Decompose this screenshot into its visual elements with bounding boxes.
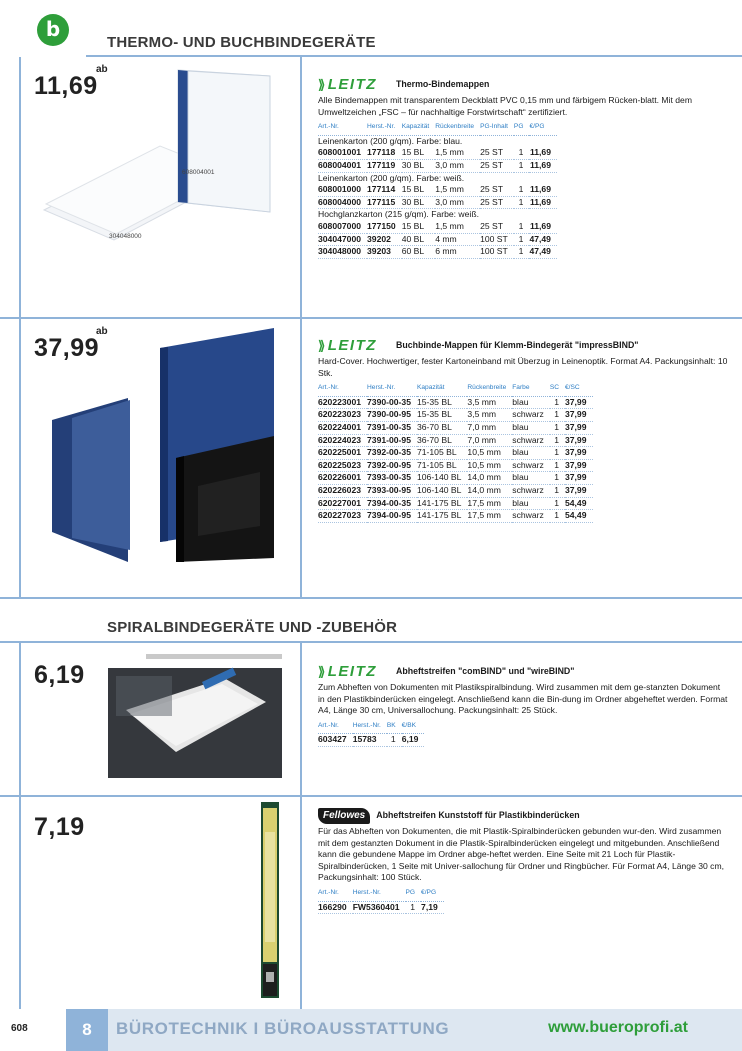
table-cell: 7,0 mm [467,434,512,447]
product-thermo-bindemappen [318,77,728,259]
table-row [318,196,557,209]
table-cell: 37,99 [565,472,593,485]
table-cell: 37,99 [565,396,593,409]
table-cell: 7,19 [421,901,444,914]
table-cell: 7390-00-35 [367,396,417,409]
image-label: 304048000 [109,233,142,240]
table-cell: 608004001 [318,159,367,172]
col-header: PG [514,121,530,135]
group-row [318,172,557,184]
table-row [318,221,557,233]
section-title-spiral: SPIRALBINDEGERÄTE UND -ZUBEHÖR [107,619,398,636]
table-cell: 7393-00-35 [367,472,417,485]
col-header: PG [406,887,422,901]
left-border [19,641,21,1009]
table-row [318,901,444,914]
product-buchbinde-mappen [318,338,728,523]
table-cell: 17,5 mm [467,510,512,523]
col-header: €/BK [402,720,425,734]
table-cell: schwarz [512,510,550,523]
table-cell: 620226023 [318,484,367,497]
table-cell: 100 ST [480,246,514,259]
chapter-title: BÜROTECHNIK I BÜROAUSSTATTUNG [116,1019,450,1038]
table-cell: 7390-00-95 [367,409,417,422]
leitz-logo-icon: ⟫ LEITZ [318,337,377,355]
table-cell: 47,49 [529,233,557,246]
thermo-binder-image [38,62,288,252]
price: 11,69 [34,72,98,100]
table-cell: 54,49 [565,497,593,510]
table-row [318,409,593,422]
group-row [318,135,557,147]
table-cell: 106-140 BL [417,472,467,485]
table-row [318,459,593,472]
page-number: 608 [11,1023,28,1034]
table-cell: 11,69 [529,159,557,172]
product-table [318,121,557,259]
table-cell: 1 [514,196,530,209]
table-row [318,147,557,159]
table-cell: 1 [406,901,422,914]
section-rule [0,641,742,643]
table-cell: 47,49 [529,246,557,259]
product-description: Zum Abheften von Dokumenten mit Plastikspiralbindung. Wird zusammen mit dem ge-stanzten Dokument in den Plastikbinderücken eingelegt. Anschließend kann die Bin-dung im Ordner abgeheftet werden. Format A4, Länge 30 cm, Universallochung. Packungsinhalt: 25 Stück. [318,682,728,716]
table-row [318,497,593,510]
table-cell: 37,99 [565,434,593,447]
col-header: Herst.-Nr. [367,382,417,396]
table-cell: 1 [550,447,565,460]
image-label: 608004001 [182,169,215,176]
table-cell: 11,69 [529,147,557,159]
product-table [318,887,444,914]
table-cell: blau [512,421,550,434]
table-row [318,396,593,409]
table-cell: 11,69 [529,221,557,233]
table-row [318,447,593,460]
table-cell: FW5360401 [353,901,406,914]
table-cell: 6,19 [402,734,425,747]
col-header: €/PG [529,121,557,135]
table-cell: 3,0 mm [435,196,480,209]
col-header: Farbe [512,382,550,396]
table-cell: 7394-00-35 [367,497,417,510]
table-cell: 15 BL [402,184,436,196]
col-header: BK [387,720,402,734]
table-row [318,472,593,485]
price-prefix: ab [96,326,108,337]
left-border [19,57,21,599]
table-cell: 7391-00-95 [367,434,417,447]
table-cell: 106-140 BL [417,484,467,497]
table-row [318,434,593,447]
table-cell: 1 [514,159,530,172]
product-name: Thermo-Bindemappen [396,79,490,90]
table-cell: 1 [514,184,530,196]
table-cell: 6 mm [435,246,480,259]
table-cell: 3,5 mm [467,409,512,422]
table-cell: 1 [387,734,402,747]
table-cell: 620226001 [318,472,367,485]
table-cell: 37,99 [565,409,593,422]
table-cell: 3,5 mm [467,396,512,409]
table-cell: 39202 [367,233,402,246]
table-cell: 177150 [367,221,402,233]
table-cell: 166290 [318,901,353,914]
table-cell: 15 BL [402,221,436,233]
table-cell: 1 [514,221,530,233]
col-header: €/PG [421,887,444,901]
table-cell: 60 BL [402,246,436,259]
price: 6,19 [34,661,85,689]
row-divider [0,597,742,599]
col-header: Rückenbreite [435,121,480,135]
table-cell: 1 [550,510,565,523]
table-cell: 1 [550,459,565,472]
table-cell: 36-70 BL [417,421,467,434]
table-cell: 1 [550,396,565,409]
table-row [318,484,593,497]
table-row [318,159,557,172]
table-cell: 40 BL [402,233,436,246]
table-cell: 141-175 BL [417,497,467,510]
table-row [318,421,593,434]
chapter-number: 8 [66,1009,108,1051]
table-cell: 7,0 mm [467,421,512,434]
table-cell: 3,0 mm [435,159,480,172]
table-cell: schwarz [512,409,550,422]
table-cell: 7391-00-35 [367,421,417,434]
table-cell: 620223023 [318,409,367,422]
table-cell: 620224001 [318,421,367,434]
column-divider [300,641,302,1009]
table-cell: 11,69 [529,196,557,209]
col-header: Art.-Nr. [318,720,353,734]
price: 7,19 [34,813,85,841]
table-cell: 608004000 [318,196,367,209]
table-row [318,184,557,196]
table-cell: 141-175 BL [417,510,467,523]
col-header: Herst.-Nr. [353,720,387,734]
row-divider [0,317,742,319]
table-cell: 1 [550,409,565,422]
table-cell: 30 BL [402,159,436,172]
product-table [318,382,593,523]
table-cell: blau [512,396,550,409]
table-cell: 100 ST [480,233,514,246]
table-cell: 14,0 mm [467,484,512,497]
table-cell: 25 ST [480,147,514,159]
table-cell: 25 ST [480,196,514,209]
table-cell: schwarz [512,484,550,497]
table-cell: 177115 [367,196,402,209]
product-table [318,720,424,747]
product-name: Abheftstreifen "comBIND" und "wireBIND" [396,666,575,677]
row-divider [0,795,742,797]
table-cell: 37,99 [565,447,593,460]
table-cell: 620225023 [318,459,367,472]
table-cell: 17,5 mm [467,497,512,510]
table-cell: 1 [550,434,565,447]
table-cell: 1 [514,147,530,159]
col-header: Art.-Nr. [318,121,367,135]
col-header: Kapazität [417,382,467,396]
table-cell: 54,49 [565,510,593,523]
table-cell: 10,5 mm [467,459,512,472]
price: 37,99 [34,334,100,362]
table-cell: blau [512,447,550,460]
table-cell: 7394-00-95 [367,510,417,523]
table-cell: 36-70 BL [417,434,467,447]
table-cell: 15-35 BL [417,396,467,409]
table-row [318,510,593,523]
group-label: Leinenkarton (200 g/qm). Farbe: blau. [318,135,463,146]
product-name: Buchbinde-Mappen für Klemm-Bindegerät "impressBIND" [396,340,639,351]
table-cell: 620227023 [318,510,367,523]
product-description: Hard-Cover. Hochwertiger, fester Kartoneinband mit Überzug in Leinenoptik. Format A4. Packungsinhalt: 10 Stk. [318,356,728,378]
col-header: Art.-Nr. [318,887,353,901]
col-header: €/SC [565,382,593,396]
header-rule [86,55,742,57]
table-cell: schwarz [512,434,550,447]
product-abheftstreifen-combind [318,664,728,747]
table-cell: 304047000 [318,233,367,246]
table-row [318,233,557,246]
table-cell: schwarz [512,459,550,472]
product-name: Abheftstreifen Kunststoff für Plastikbinderücken [376,810,580,821]
table-cell: 1,5 mm [435,221,480,233]
leitz-logo-icon: ⟫ LEITZ [318,663,377,681]
table-cell: 39203 [367,246,402,259]
col-header: SC [550,382,565,396]
table-cell: 25 ST [480,159,514,172]
table-cell: 620223001 [318,396,367,409]
table-cell: 71-105 BL [417,459,467,472]
product-description: Alle Bindemappen mit transparentem Deckblatt PVC 0,15 mm und färbigem Rücken-blatt. Mit dem Umweltzeichen „FSC – für nachhaltige Forstwirtschaft“ zertifiziert. [318,95,692,117]
table-cell: 15-35 BL [417,409,467,422]
col-header: Rückenbreite [467,382,512,396]
leitz-logo-icon: ⟫ LEITZ [318,76,377,94]
section-title-thermo: THERMO- UND BUCHBINDEGERÄTE [107,34,376,51]
table-cell: 11,69 [529,184,557,196]
table-cell: 30 BL [402,196,436,209]
group-row [318,209,557,221]
table-cell: 1 [550,484,565,497]
table-cell: 1 [550,497,565,510]
table-cell: 7392-00-95 [367,459,417,472]
buchbinde-mappen-image [48,326,280,566]
col-header: PG-Inhalt [480,121,514,135]
table-cell: 620227001 [318,497,367,510]
table-cell: 603427 [318,734,353,747]
table-cell: blau [512,472,550,485]
table-cell: 37,99 [565,421,593,434]
table-cell: 1 [514,246,530,259]
abheftstreifen-combind-image [106,652,284,780]
abheftstreifen-fellowes-image [259,802,281,998]
table-cell: 177118 [367,147,402,159]
product-description: Für das Abheften von Dokumenten, die mit Plastik-Spiralbinderücken gebunden wur-den. Wird zusammen mit dem gestanzten Dokument in die Plastik-Spiralbinderücken eingelegt und mitgebunden. Anschließend kann die gebundene Mappe im Ordner abge-heftet werden. Eine Seite mit 21 Loch für Plastik-Spiralbinderücken, 1 Seite mit Univer-sallochung für Ordner und Ringbücher. Für Format A4, Länge 30 cm, Packungsinhalt: 100 Stück. [318,826,725,883]
column-divider [300,57,302,599]
table-cell: 608007000 [318,221,367,233]
table-cell: 37,99 [565,459,593,472]
group-label: Leinenkarton (200 g/qm). Farbe: weiß. [318,172,465,183]
table-row [318,734,424,747]
table-cell: 1,5 mm [435,147,480,159]
table-cell: 15783 [353,734,387,747]
table-cell: 7392-00-35 [367,447,417,460]
table-cell: 7393-00-95 [367,484,417,497]
table-cell: 14,0 mm [467,472,512,485]
table-cell: 15 BL [402,147,436,159]
brand-logo: b [37,14,69,46]
col-header: Art.-Nr. [318,382,367,396]
table-cell: 1 [550,472,565,485]
table-cell: 1 [550,421,565,434]
table-cell: 4 mm [435,233,480,246]
product-abheftstreifen-fellowes [318,808,728,914]
col-header: Herst.-Nr. [353,887,406,901]
table-cell: 608001000 [318,184,367,196]
table-cell: 25 ST [480,221,514,233]
col-header: Kapazität [402,121,436,135]
table-cell: 304048000 [318,246,367,259]
table-cell: 1 [514,233,530,246]
table-cell: blau [512,497,550,510]
table-cell: 177119 [367,159,402,172]
col-header: Herst.-Nr. [367,121,402,135]
table-cell: 1,5 mm [435,184,480,196]
table-cell: 71-105 BL [417,447,467,460]
table-cell: 620225001 [318,447,367,460]
fellowes-logo-icon: Fellowes [318,808,370,824]
table-cell: 37,99 [565,484,593,497]
table-cell: 177114 [367,184,402,196]
group-label: Hochglanzkarton (215 g/qm). Farbe: weiß. [318,209,479,220]
price-prefix: ab [96,64,108,75]
table-cell: 25 ST [480,184,514,196]
table-row [318,246,557,259]
website-link[interactable]: www.bueroprofi.at [548,1019,688,1036]
table-cell: 608001001 [318,147,367,159]
table-cell: 10,5 mm [467,447,512,460]
table-cell: 620224023 [318,434,367,447]
